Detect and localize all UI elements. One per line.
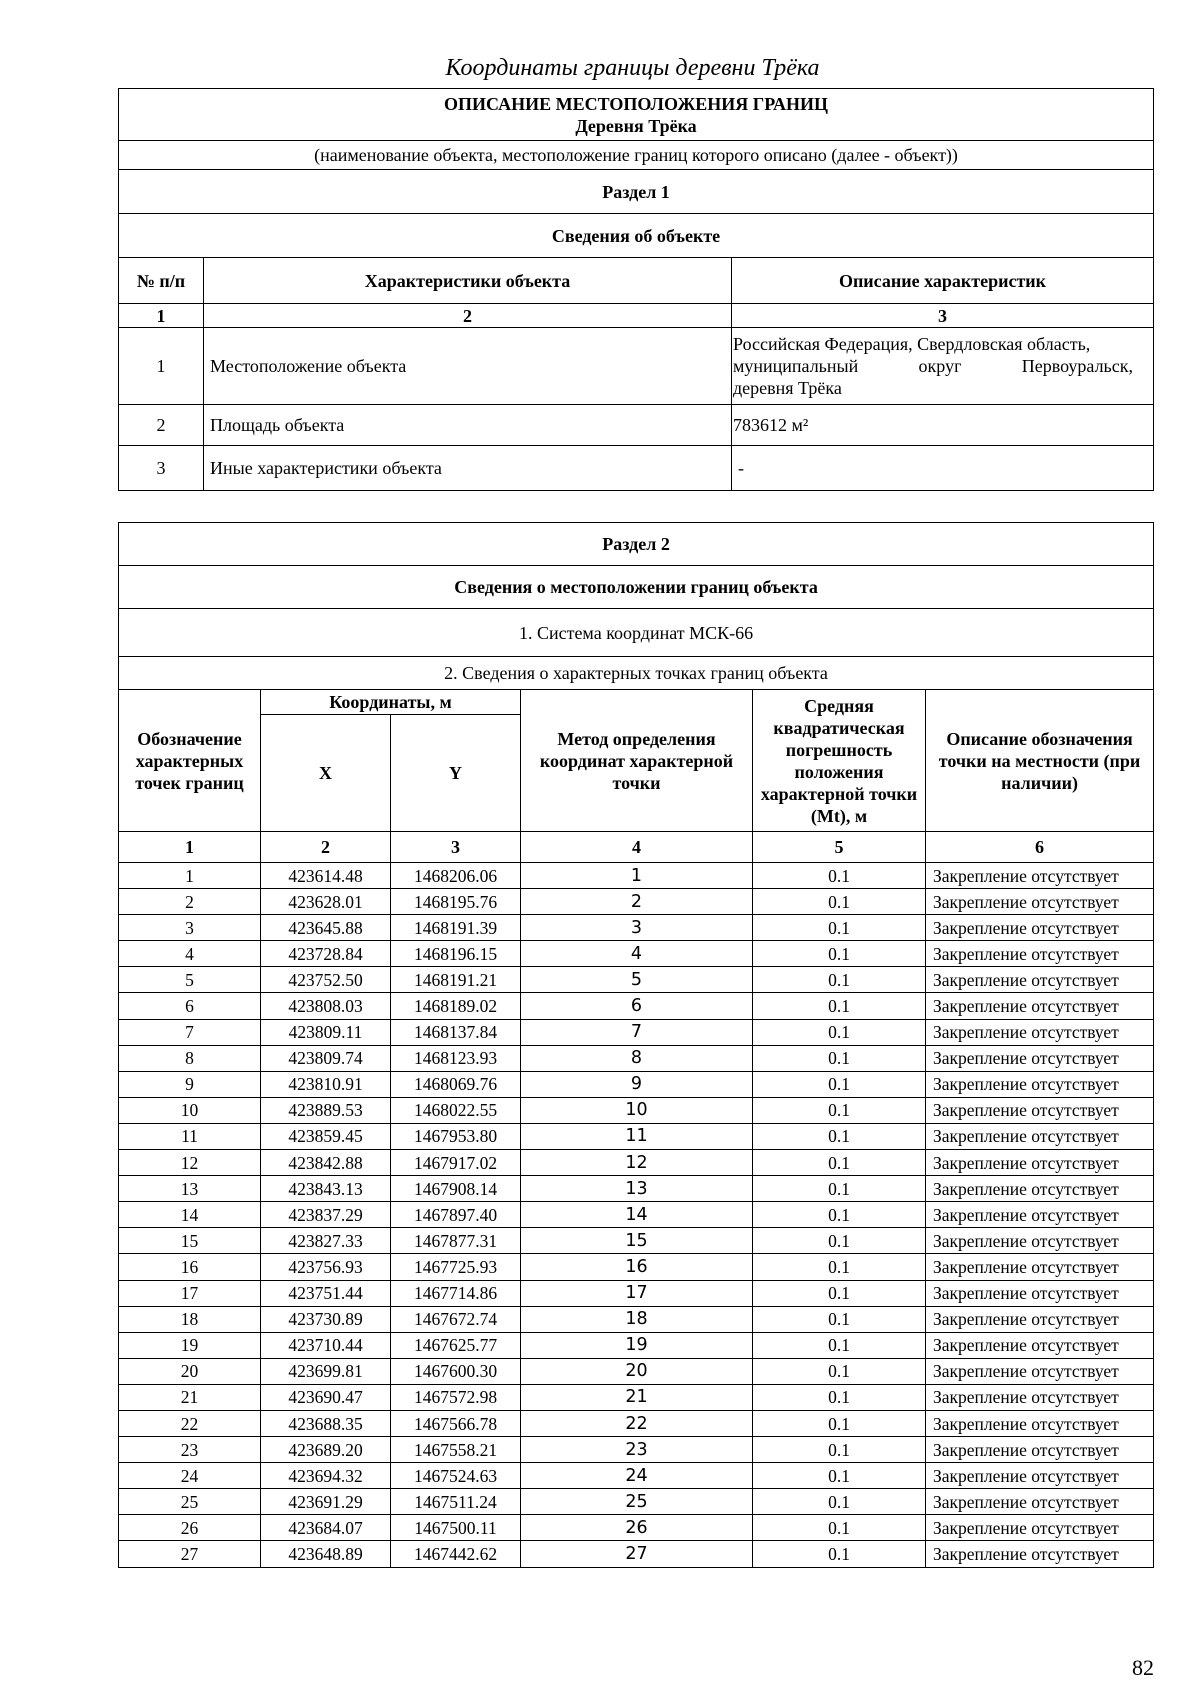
x-coordinate: 423689.20 [261, 1437, 391, 1463]
table-row [119, 1071, 1154, 1097]
point-description: Закрепление отсутствует [926, 1123, 1154, 1149]
error-value: 0.1 [753, 1123, 926, 1149]
x-coordinate: 423751.44 [261, 1280, 391, 1306]
table-row [119, 1097, 1154, 1123]
x-coordinate: 423842.88 [261, 1150, 391, 1176]
y-coordinate: 1468196.15 [391, 941, 521, 967]
error-value: 0.1 [753, 1045, 926, 1071]
point-description: Закрепление отсутствует [926, 1437, 1154, 1463]
error-value: 0.1 [753, 1358, 926, 1384]
point-description: Закрепление отсутствует [926, 1254, 1154, 1280]
section2-title: Раздел 2 [119, 523, 1154, 566]
x-coordinate: 423730.89 [261, 1306, 391, 1332]
point-description: Закрепление отсутствует [926, 863, 1154, 889]
column-number: 2 [204, 304, 732, 328]
location-line: деревня Трёка [733, 378, 842, 398]
y-coordinate: 1467908.14 [391, 1176, 521, 1202]
method-value: 12 [521, 1150, 753, 1176]
characteristic-value [732, 328, 1154, 405]
method-value: 18 [521, 1306, 753, 1332]
method-value: 15 [521, 1228, 753, 1254]
y-coordinate: 1468195.76 [391, 889, 521, 915]
table-row [119, 1541, 1154, 1567]
error-value: 0.1 [753, 889, 926, 915]
method-value: 7 [521, 1019, 753, 1045]
table-row [119, 1515, 1154, 1541]
point-description: Закрепление отсутствует [926, 1489, 1154, 1515]
column-number: 3 [391, 832, 521, 863]
point-number: 24 [119, 1463, 261, 1489]
error-value: 0.1 [753, 1071, 926, 1097]
object-name: Деревня Трёка [575, 115, 697, 136]
x-coordinate: 423810.91 [261, 1071, 391, 1097]
table-row [119, 889, 1154, 915]
method-value: 11 [521, 1123, 753, 1149]
section1-column-numbers [119, 304, 1154, 328]
error-value: 0.1 [753, 1254, 926, 1280]
error-value: 0.1 [753, 1097, 926, 1123]
column-number: 1 [119, 832, 261, 863]
y-coordinate: 1468189.02 [391, 993, 521, 1019]
table-row [119, 405, 1154, 446]
point-description: Закрепление отсутствует [926, 1228, 1154, 1254]
point-number: 11 [119, 1123, 261, 1149]
error-value: 0.1 [753, 993, 926, 1019]
point-description: Закрепление отсутствует [926, 993, 1154, 1019]
point-number: 18 [119, 1306, 261, 1332]
point-number: 22 [119, 1410, 261, 1436]
point-description: Закрепление отсутствует [926, 941, 1154, 967]
point-number: 14 [119, 1202, 261, 1228]
y-coordinate: 1468206.06 [391, 863, 521, 889]
y-coordinate: 1467566.78 [391, 1410, 521, 1436]
table-row [119, 993, 1154, 1019]
section2-subtitle: Сведения о местоположении границ объекта [119, 566, 1154, 609]
point-description: Закрепление отсутствует [926, 1541, 1154, 1567]
points-column-numbers [119, 832, 1154, 863]
method-value: 6 [521, 993, 753, 1019]
point-description: Закрепление отсутствует [926, 1515, 1154, 1541]
point-description: Закрепление отсутствует [926, 1045, 1154, 1071]
error-value: 0.1 [753, 1410, 926, 1436]
x-coordinate: 423688.35 [261, 1410, 391, 1436]
error-value: 0.1 [753, 1019, 926, 1045]
point-number: 13 [119, 1176, 261, 1202]
method-value: 13 [521, 1176, 753, 1202]
y-coordinate: 1467877.31 [391, 1228, 521, 1254]
section1-subtitle: Сведения об объекте [119, 214, 1154, 258]
y-coordinate: 1467524.63 [391, 1463, 521, 1489]
error-value: 0.1 [753, 863, 926, 889]
x-coordinate: 423710.44 [261, 1332, 391, 1358]
page-title: Координаты границы деревни Трёка [445, 55, 820, 81]
method-value: 27 [521, 1541, 753, 1567]
error-value: 0.1 [753, 1306, 926, 1332]
table-row [119, 941, 1154, 967]
point-description: Закрепление отсутствует [926, 1410, 1154, 1436]
table-row [119, 1176, 1154, 1202]
section1-title: Раздел 1 [119, 170, 1154, 214]
point-description: Закрепление отсутствует [926, 889, 1154, 915]
table-row [119, 1123, 1154, 1149]
point-description: Закрепление отсутствует [926, 1358, 1154, 1384]
column-number: 1 [119, 304, 204, 328]
point-number: 12 [119, 1150, 261, 1176]
table-row [119, 967, 1154, 993]
table-row [119, 1489, 1154, 1515]
x-coordinate: 423694.32 [261, 1463, 391, 1489]
error-value: 0.1 [753, 915, 926, 941]
table-row [119, 1306, 1154, 1332]
point-number: 25 [119, 1489, 261, 1515]
method-value: 2 [521, 889, 753, 915]
method-value: 21 [521, 1384, 753, 1410]
row-number: 1 [119, 328, 204, 405]
method-value: 22 [521, 1410, 753, 1436]
y-coordinate: 1467672.74 [391, 1306, 521, 1332]
point-number: 10 [119, 1097, 261, 1123]
error-value: 0.1 [753, 1541, 926, 1567]
location-line: муниципальный округ Первоуральск, [733, 356, 1134, 376]
point-description: Закрепление отсутствует [926, 1202, 1154, 1228]
method-value: 9 [521, 1071, 753, 1097]
point-number: 19 [119, 1332, 261, 1358]
y-coordinate: 1468069.76 [391, 1071, 521, 1097]
y-header: Y [391, 715, 521, 832]
error-value: 0.1 [753, 1515, 926, 1541]
point-number: 6 [119, 993, 261, 1019]
method-value: 26 [521, 1515, 753, 1541]
table-row [119, 1150, 1154, 1176]
method-value: 8 [521, 1045, 753, 1071]
column-number: 3 [732, 304, 1154, 328]
method-value: 24 [521, 1463, 753, 1489]
table-row [119, 1280, 1154, 1306]
y-coordinate: 1467572.98 [391, 1384, 521, 1410]
point-number: 17 [119, 1280, 261, 1306]
table-row [119, 1358, 1154, 1384]
method-value: 4 [521, 941, 753, 967]
x-coordinate: 423859.45 [261, 1123, 391, 1149]
y-coordinate: 1468022.55 [391, 1097, 521, 1123]
point-description: Закрепление отсутствует [926, 915, 1154, 941]
y-coordinate: 1468123.93 [391, 1045, 521, 1071]
point-description: Закрепление отсутствует [926, 1071, 1154, 1097]
column-number: 6 [926, 832, 1154, 863]
x-coordinate: 423684.07 [261, 1515, 391, 1541]
x-coordinate: 423837.29 [261, 1202, 391, 1228]
document-header [119, 89, 1154, 141]
error-value: 0.1 [753, 1384, 926, 1410]
method-value: 1 [521, 863, 753, 889]
table-row [119, 1202, 1154, 1228]
method-value: 19 [521, 1332, 753, 1358]
y-coordinate: 1468191.39 [391, 915, 521, 941]
y-coordinate: 1467442.62 [391, 1541, 521, 1567]
description-header: Описание обозначения точки на местности (при наличии) [926, 690, 1154, 832]
column-header: № п/п [119, 258, 204, 304]
method-value: 20 [521, 1358, 753, 1384]
document-title: ОПИСАНИЕ МЕСТОПОЛОЖЕНИЯ ГРАНИЦ [444, 93, 828, 114]
x-coordinate: 423645.88 [261, 915, 391, 941]
point-description: Закрепление отсутствует [926, 967, 1154, 993]
y-coordinate: 1467500.11 [391, 1515, 521, 1541]
method-value: 5 [521, 967, 753, 993]
column-number: 5 [753, 832, 926, 863]
table-row [119, 1045, 1154, 1071]
point-number: 20 [119, 1358, 261, 1384]
x-coordinate: 423843.13 [261, 1176, 391, 1202]
table-row [119, 1332, 1154, 1358]
x-coordinate: 423756.93 [261, 1254, 391, 1280]
point-description: Закрепление отсутствует [926, 1019, 1154, 1045]
location-line: Российская Федерация, Свердловская область, [733, 334, 1091, 354]
point-description: Закрепление отсутствует [926, 1332, 1154, 1358]
error-value: 0.1 [753, 1280, 926, 1306]
point-number: 21 [119, 1384, 261, 1410]
point-number: 15 [119, 1228, 261, 1254]
point-number: 27 [119, 1541, 261, 1567]
point-number: 5 [119, 967, 261, 993]
x-coordinate: 423691.29 [261, 1489, 391, 1515]
error-value: 0.1 [753, 1437, 926, 1463]
x-coordinate: 423699.81 [261, 1358, 391, 1384]
column-number: 2 [261, 832, 391, 863]
error-value: 0.1 [753, 1489, 926, 1515]
method-value: 25 [521, 1489, 753, 1515]
table-row [119, 1410, 1154, 1436]
error-value: 0.1 [753, 941, 926, 967]
x-coordinate: 423648.89 [261, 1541, 391, 1567]
row-number: 3 [119, 446, 204, 491]
characteristic-name: Площадь объекта [204, 405, 732, 446]
y-coordinate: 1467714.86 [391, 1280, 521, 1306]
table-row [119, 863, 1154, 889]
table-row [119, 1463, 1154, 1489]
section1-header-row [119, 258, 1154, 304]
point-number: 4 [119, 941, 261, 967]
method-value: 14 [521, 1202, 753, 1228]
table-row [119, 1254, 1154, 1280]
y-coordinate: 1467558.21 [391, 1437, 521, 1463]
characteristic-value: 783612 м² [732, 405, 1154, 446]
y-coordinate: 1467511.24 [391, 1489, 521, 1515]
points-header-row [119, 690, 1154, 715]
points-caption: 2. Сведения о характерных точках границ объекта [119, 657, 1154, 690]
characteristic-value: - [732, 446, 1154, 491]
x-coordinate: 423728.84 [261, 941, 391, 967]
x-header: X [261, 715, 391, 832]
point-number: 23 [119, 1437, 261, 1463]
error-value: 0.1 [753, 1463, 926, 1489]
x-coordinate: 423808.03 [261, 993, 391, 1019]
column-number: 4 [521, 832, 753, 863]
coordinate-system: 1. Система координат МСК-66 [119, 609, 1154, 657]
x-coordinate: 423889.53 [261, 1097, 391, 1123]
point-description: Закрепление отсутствует [926, 1306, 1154, 1332]
y-coordinate: 1467917.02 [391, 1150, 521, 1176]
y-coordinate: 1468137.84 [391, 1019, 521, 1045]
page-number: 82 [1132, 1655, 1154, 1680]
table-row [119, 1437, 1154, 1463]
y-coordinate: 1467725.93 [391, 1254, 521, 1280]
table-row [119, 1384, 1154, 1410]
method-value: 17 [521, 1280, 753, 1306]
table-row [119, 446, 1154, 491]
table-row [119, 1228, 1154, 1254]
row-number: 2 [119, 405, 204, 446]
error-header: Средняя квадратическая погрешность положения характерной точки (Mt), м [753, 690, 926, 832]
characteristic-name: Местоположение объекта [204, 328, 732, 405]
y-coordinate: 1467625.77 [391, 1332, 521, 1358]
y-coordinate: 1467897.40 [391, 1202, 521, 1228]
x-coordinate: 423752.50 [261, 967, 391, 993]
point-number: 26 [119, 1515, 261, 1541]
point-label-header: Обозначение характерных точек границ [119, 690, 261, 832]
column-header: Характеристики объекта [204, 258, 732, 304]
x-coordinate: 423809.11 [261, 1019, 391, 1045]
point-description: Закрепление отсутствует [926, 1280, 1154, 1306]
error-value: 0.1 [753, 1228, 926, 1254]
error-value: 0.1 [753, 1150, 926, 1176]
point-number: 8 [119, 1045, 261, 1071]
x-coordinate: 423614.48 [261, 863, 391, 889]
error-value: 0.1 [753, 1176, 926, 1202]
x-coordinate: 423628.01 [261, 889, 391, 915]
point-description: Закрепление отсутствует [926, 1463, 1154, 1489]
table-row [119, 915, 1154, 941]
table-row [119, 1019, 1154, 1045]
point-description: Закрепление отсутствует [926, 1097, 1154, 1123]
y-coordinate: 1467600.30 [391, 1358, 521, 1384]
point-description: Закрепление отсутствует [926, 1176, 1154, 1202]
method-value: 16 [521, 1254, 753, 1280]
y-coordinate: 1467953.80 [391, 1123, 521, 1149]
x-coordinate: 423809.74 [261, 1045, 391, 1071]
object-caption: (наименование объекта, местоположение границ которого описано (далее - объект)) [119, 141, 1154, 170]
method-value: 3 [521, 915, 753, 941]
point-number: 2 [119, 889, 261, 915]
boundary-points-table [118, 522, 1154, 1568]
point-number: 1 [119, 863, 261, 889]
document-header-row [119, 89, 1154, 141]
point-number: 7 [119, 1019, 261, 1045]
point-description: Закрепление отсутствует [926, 1384, 1154, 1410]
error-value: 0.1 [753, 967, 926, 993]
method-header: Метод определения координат характерной точки [521, 690, 753, 832]
method-value: 10 [521, 1097, 753, 1123]
object-info-table [118, 88, 1154, 491]
point-number: 9 [119, 1071, 261, 1097]
table-row [119, 328, 1154, 405]
characteristic-name: Иные характеристики объекта [204, 446, 732, 491]
x-coordinate: 423690.47 [261, 1384, 391, 1410]
column-header: Описание характеристик [732, 258, 1154, 304]
y-coordinate: 1468191.21 [391, 967, 521, 993]
point-number: 3 [119, 915, 261, 941]
error-value: 0.1 [753, 1332, 926, 1358]
points-body [119, 863, 1154, 1568]
point-number: 16 [119, 1254, 261, 1280]
method-value: 23 [521, 1437, 753, 1463]
x-coordinate: 423827.33 [261, 1228, 391, 1254]
error-value: 0.1 [753, 1202, 926, 1228]
coordinates-header: Координаты, м [261, 690, 521, 715]
point-description: Закрепление отсутствует [926, 1150, 1154, 1176]
